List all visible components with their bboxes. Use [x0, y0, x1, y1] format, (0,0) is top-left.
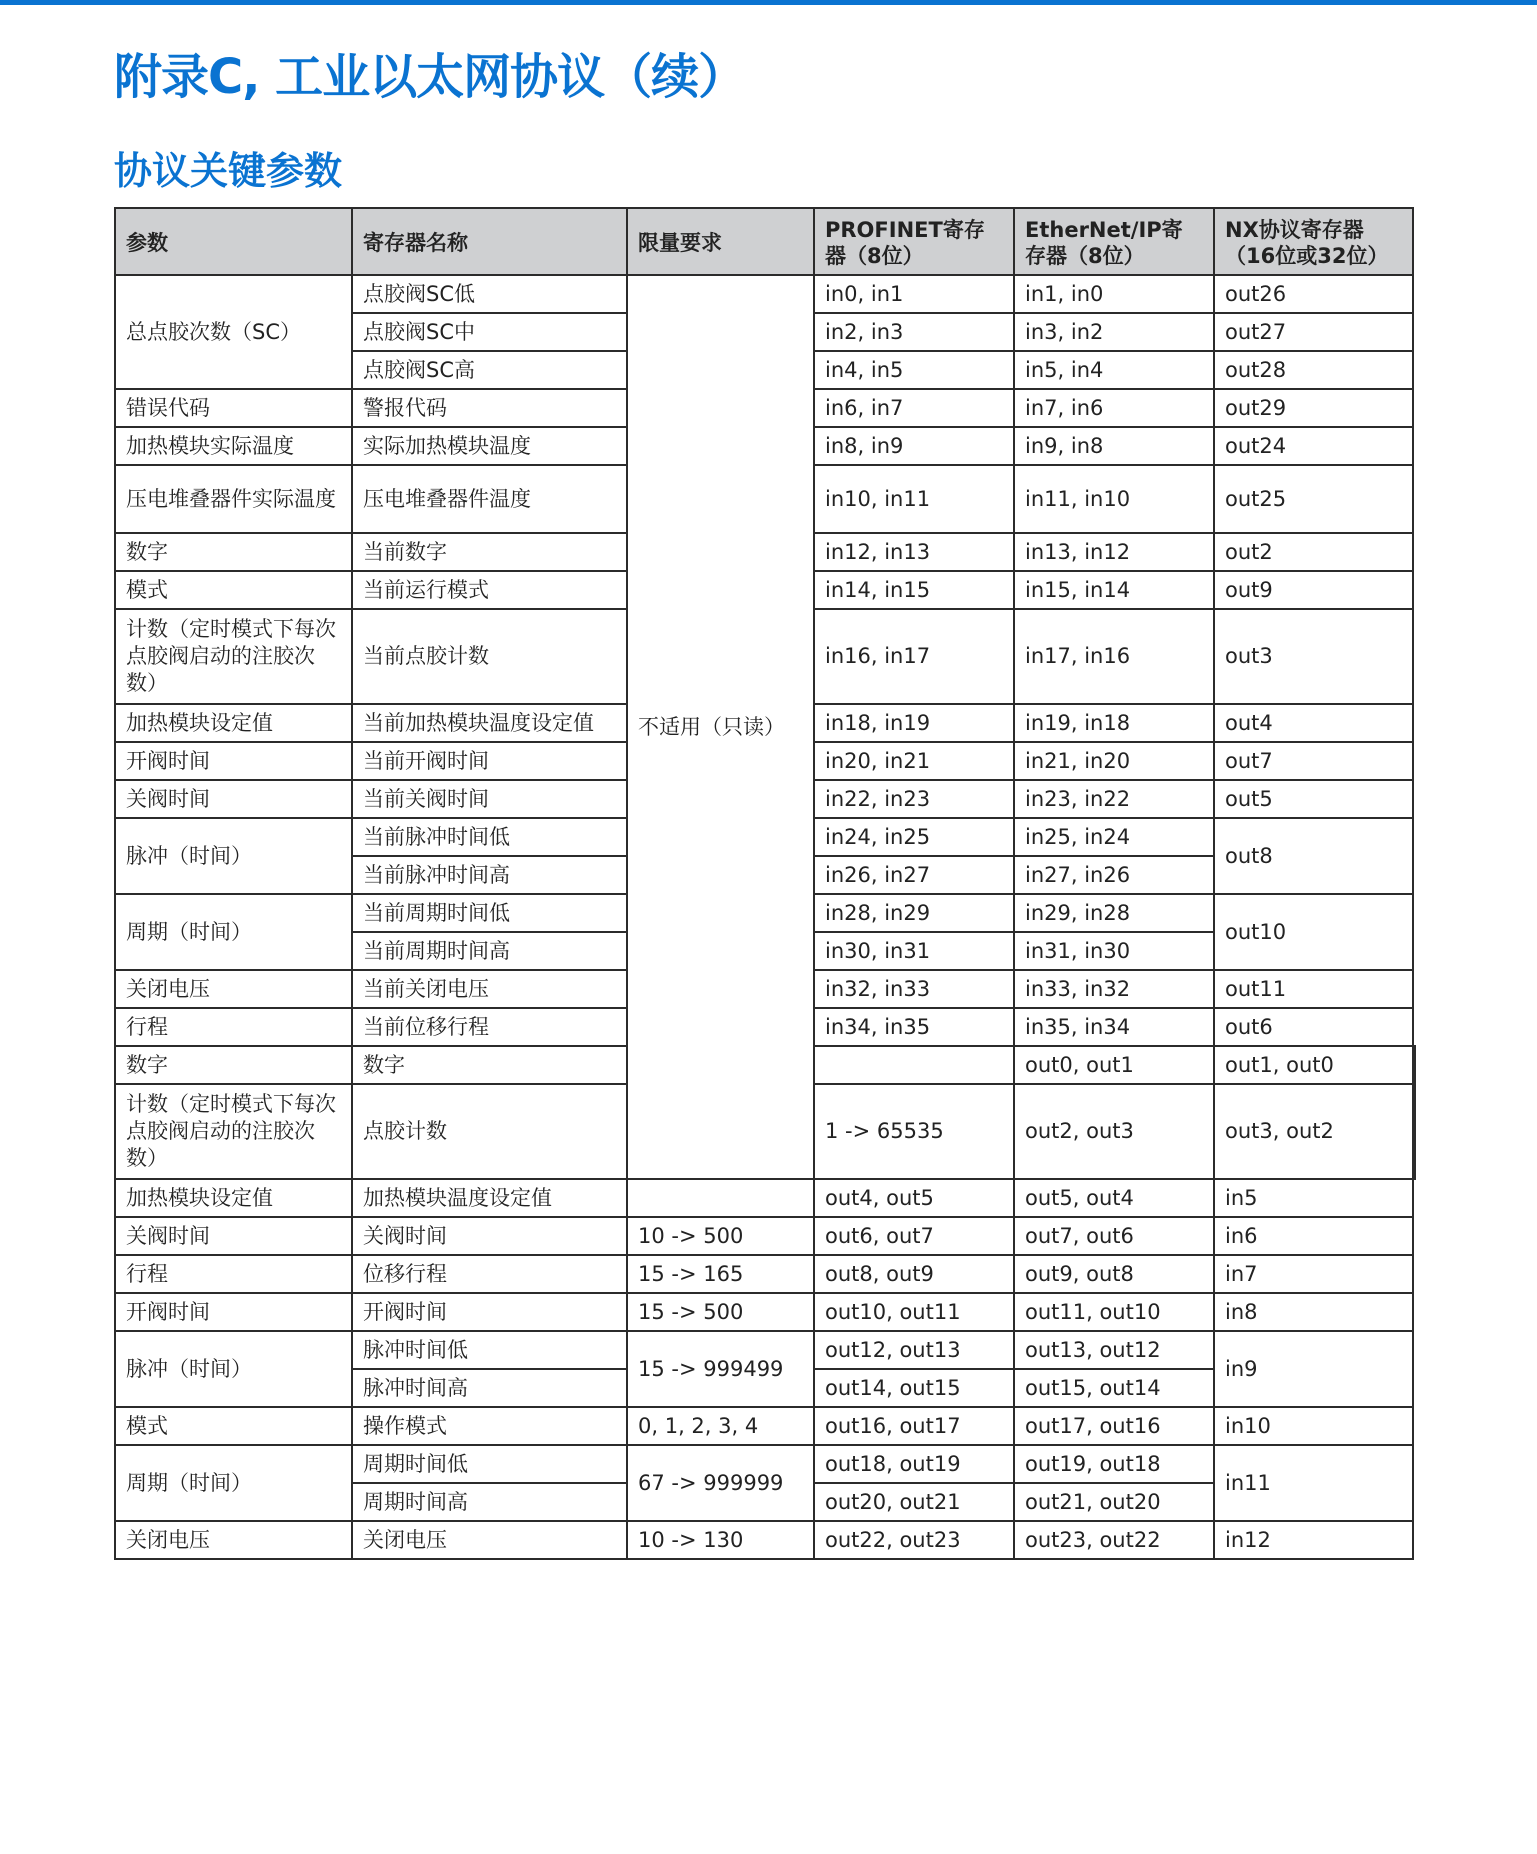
- table-cell: 当前开阀时间: [352, 742, 627, 780]
- table-cell: out3: [1214, 609, 1413, 704]
- table-cell: in9: [1214, 1331, 1413, 1407]
- table-row: [115, 1179, 1415, 1217]
- table-cell: 数字: [115, 533, 352, 571]
- section-title: 协议关键参数: [114, 149, 343, 193]
- top-accent-bar: [0, 0, 1537, 5]
- header-parameter: 参数: [115, 208, 352, 275]
- table-cell: in18, in19: [814, 704, 1014, 742]
- table-cell: 关闭电压: [115, 970, 352, 1008]
- table-row: [115, 1521, 1415, 1559]
- header-profinet-register: PROFINET寄存器（8位）: [814, 208, 1014, 275]
- table-cell: 总点胶次数（SC）: [115, 275, 352, 389]
- table-cell: out2: [1214, 533, 1413, 571]
- table-row: [115, 1255, 1415, 1293]
- table-cell: [814, 1046, 1014, 1084]
- table-body: [115, 275, 1415, 1559]
- table-cell: out5: [1214, 780, 1413, 818]
- table-cell: out1, out0: [1214, 1046, 1413, 1084]
- table-cell: 周期时间高: [352, 1483, 627, 1521]
- table-cell: 10 -> 130: [627, 1521, 814, 1559]
- table-cell: out3, out2: [1214, 1084, 1413, 1179]
- header-limit-requirement: 限量要求: [627, 208, 814, 275]
- table-cell: 关闭电压: [115, 1521, 352, 1559]
- table-cell: 脉冲时间高: [352, 1369, 627, 1407]
- table-cell: 加热模块温度设定值: [352, 1179, 627, 1217]
- table-cell: out6, out7: [814, 1217, 1014, 1255]
- table-row: [115, 1331, 1415, 1369]
- table-cell: out11, out10: [1014, 1293, 1214, 1331]
- header-ethernet-ip-register: EtherNet/IP寄存器（8位）: [1014, 208, 1214, 275]
- table-row: [115, 1407, 1415, 1445]
- table-cell: 15 -> 165: [627, 1255, 814, 1293]
- table-row: [115, 1445, 1415, 1483]
- table-cell: 当前点胶计数: [352, 609, 627, 704]
- table-cell: in15, in14: [1014, 571, 1214, 609]
- table-cell: 加热模块设定值: [115, 704, 352, 742]
- table-cell: in11, in10: [1014, 465, 1214, 533]
- table-cell: in9, in8: [1014, 427, 1214, 465]
- table-cell: out26: [1214, 275, 1413, 313]
- table-row: [115, 1217, 1415, 1255]
- table-header-row: [115, 208, 1415, 275]
- table-cell: 模式: [115, 571, 352, 609]
- table-cell: in31, in30: [1014, 932, 1214, 970]
- table-cell: 当前脉冲时间高: [352, 856, 627, 894]
- table-cell: in10: [1214, 1407, 1413, 1445]
- table-cell: out5, out4: [1014, 1179, 1214, 1217]
- table-cell: out11: [1214, 970, 1413, 1008]
- table-cell: in33, in32: [1014, 970, 1214, 1008]
- table-cell: 当前关阀时间: [352, 780, 627, 818]
- table-cell: in6: [1214, 1217, 1413, 1255]
- table-cell: out13, out12: [1014, 1331, 1214, 1369]
- table-cell: in12: [1214, 1521, 1413, 1559]
- table-cell: out21, out20: [1014, 1483, 1214, 1521]
- table-cell: 当前位移行程: [352, 1008, 627, 1046]
- table-cell: 警报代码: [352, 389, 627, 427]
- table-cell: in8: [1214, 1293, 1413, 1331]
- table-cell: 数字: [115, 1046, 352, 1084]
- table-cell: out20, out21: [814, 1483, 1014, 1521]
- table-cell: out25: [1214, 465, 1413, 533]
- table-cell: out9, out8: [1014, 1255, 1214, 1293]
- table-cell: 位移行程: [352, 1255, 627, 1293]
- protocol-parameters-table: [114, 207, 1416, 1560]
- table-cell: 周期（时间）: [115, 1445, 352, 1521]
- table-cell: 当前运行模式: [352, 571, 627, 609]
- table-cell: out15, out14: [1014, 1369, 1214, 1407]
- table-cell: out4: [1214, 704, 1413, 742]
- header-register-name: 寄存器名称: [352, 208, 627, 275]
- table-cell: in1, in0: [1014, 275, 1214, 313]
- table-cell: 行程: [115, 1008, 352, 1046]
- table-row: [115, 1293, 1415, 1331]
- table-cell: out19, out18: [1014, 1445, 1214, 1483]
- table-cell: out10: [1214, 894, 1413, 970]
- table-cell: 周期（时间）: [115, 894, 352, 970]
- table-cell: 脉冲（时间）: [115, 818, 352, 894]
- table-cell: out17, out16: [1014, 1407, 1214, 1445]
- table-cell: in24, in25: [814, 818, 1014, 856]
- table-cell: 67 -> 999999: [627, 1445, 814, 1521]
- table-cell: 计数（定时模式下每次点胶阀启动的注胶次数）: [115, 609, 352, 704]
- table-cell: 当前周期时间低: [352, 894, 627, 932]
- table-cell: in20, in21: [814, 742, 1014, 780]
- table-cell: in12, in13: [814, 533, 1014, 571]
- table-cell: in32, in33: [814, 970, 1014, 1008]
- table-cell: in0, in1: [814, 275, 1014, 313]
- table-cell: out10, out11: [814, 1293, 1014, 1331]
- table-row: [115, 275, 1415, 313]
- table-cell: in34, in35: [814, 1008, 1014, 1046]
- table-cell: 开阀时间: [352, 1293, 627, 1331]
- table-cell: in27, in26: [1014, 856, 1214, 894]
- table-cell: 0, 1, 2, 3, 4: [627, 1407, 814, 1445]
- page-title: 附录C, 工业以太网协议（续）: [114, 49, 746, 105]
- table-cell: 当前关闭电压: [352, 970, 627, 1008]
- table-cell: out24: [1214, 427, 1413, 465]
- table-cell: 10 -> 500: [627, 1217, 814, 1255]
- table-cell: in17, in16: [1014, 609, 1214, 704]
- table-cell: 不适用（只读）: [627, 275, 814, 1179]
- table-cell: 点胶计数: [352, 1084, 627, 1179]
- table-cell: in4, in5: [814, 351, 1014, 389]
- table-cell: in7, in6: [1014, 389, 1214, 427]
- table-cell: in11: [1214, 1445, 1413, 1521]
- table-cell: 模式: [115, 1407, 352, 1445]
- table-cell: out22, out23: [814, 1521, 1014, 1559]
- table-cell: 加热模块实际温度: [115, 427, 352, 465]
- table-cell: 15 -> 500: [627, 1293, 814, 1331]
- table-cell: 点胶阀SC高: [352, 351, 627, 389]
- table-cell: 加热模块设定值: [115, 1179, 352, 1217]
- table-cell: out0, out1: [1014, 1046, 1214, 1084]
- table-cell: in14, in15: [814, 571, 1014, 609]
- table-cell: out2, out3: [1014, 1084, 1214, 1179]
- table-cell: in19, in18: [1014, 704, 1214, 742]
- table-cell: out9: [1214, 571, 1413, 609]
- table-cell: in30, in31: [814, 932, 1014, 970]
- table-cell: in16, in17: [814, 609, 1014, 704]
- table-cell: in7: [1214, 1255, 1413, 1293]
- table-cell: 实际加热模块温度: [352, 427, 627, 465]
- table-cell: 1 -> 65535: [814, 1084, 1014, 1179]
- table-cell: out4, out5: [814, 1179, 1014, 1217]
- table-cell: 点胶阀SC中: [352, 313, 627, 351]
- table-cell: out7, out6: [1014, 1217, 1214, 1255]
- table-cell: out8, out9: [814, 1255, 1014, 1293]
- table-cell: in22, in23: [814, 780, 1014, 818]
- table-cell: 关闭电压: [352, 1521, 627, 1559]
- table-cell: 数字: [352, 1046, 627, 1084]
- table-cell: 开阀时间: [115, 1293, 352, 1331]
- table-cell: 计数（定时模式下每次点胶阀启动的注胶次数）: [115, 1084, 352, 1179]
- table-cell: 当前脉冲时间低: [352, 818, 627, 856]
- table-cell: 当前加热模块温度设定值: [352, 704, 627, 742]
- table-cell: in5, in4: [1014, 351, 1214, 389]
- table-cell: 点胶阀SC低: [352, 275, 627, 313]
- table-cell: 错误代码: [115, 389, 352, 427]
- table-cell: 脉冲（时间）: [115, 1331, 352, 1407]
- table-cell: [627, 1179, 814, 1217]
- table-cell: 压电堆叠器件温度: [352, 465, 627, 533]
- table-cell: 当前数字: [352, 533, 627, 571]
- table-cell: in29, in28: [1014, 894, 1214, 932]
- table-cell: in13, in12: [1014, 533, 1214, 571]
- table-cell: in28, in29: [814, 894, 1014, 932]
- table-cell: in23, in22: [1014, 780, 1214, 818]
- table-cell: 关阀时间: [115, 780, 352, 818]
- table-cell: 关阀时间: [352, 1217, 627, 1255]
- table-cell: 操作模式: [352, 1407, 627, 1445]
- table-cell: out16, out17: [814, 1407, 1014, 1445]
- table-cell: [1413, 1084, 1415, 1179]
- table-cell: 脉冲时间低: [352, 1331, 627, 1369]
- table-cell: 当前周期时间高: [352, 932, 627, 970]
- table-cell: in3, in2: [1014, 313, 1214, 351]
- table-cell: 周期时间低: [352, 1445, 627, 1483]
- table-cell: in25, in24: [1014, 818, 1214, 856]
- table-cell: 压电堆叠器件实际温度: [115, 465, 352, 533]
- header-nx-register: NX协议寄存器（16位或32位）: [1214, 208, 1413, 275]
- table-cell: 行程: [115, 1255, 352, 1293]
- table-cell: out18, out19: [814, 1445, 1014, 1483]
- table-cell: out6: [1214, 1008, 1413, 1046]
- table-cell: 15 -> 999499: [627, 1331, 814, 1407]
- table-cell: in21, in20: [1014, 742, 1214, 780]
- table-cell: out23, out22: [1014, 1521, 1214, 1559]
- table-cell: in35, in34: [1014, 1008, 1214, 1046]
- table-cell: in2, in3: [814, 313, 1014, 351]
- table-cell: in8, in9: [814, 427, 1014, 465]
- table-cell: out14, out15: [814, 1369, 1014, 1407]
- table-cell: in10, in11: [814, 465, 1014, 533]
- table-cell: out7: [1214, 742, 1413, 780]
- table-cell: out27: [1214, 313, 1413, 351]
- table-cell: 开阀时间: [115, 742, 352, 780]
- table-cell: out29: [1214, 389, 1413, 427]
- table-cell: out8: [1214, 818, 1413, 894]
- table-cell: out28: [1214, 351, 1413, 389]
- table-cell: out12, out13: [814, 1331, 1014, 1369]
- table-cell: 关阀时间: [115, 1217, 352, 1255]
- table-cell: in6, in7: [814, 389, 1014, 427]
- table-cell: [1413, 1046, 1415, 1084]
- table-cell: in26, in27: [814, 856, 1014, 894]
- table-cell: in5: [1214, 1179, 1413, 1217]
